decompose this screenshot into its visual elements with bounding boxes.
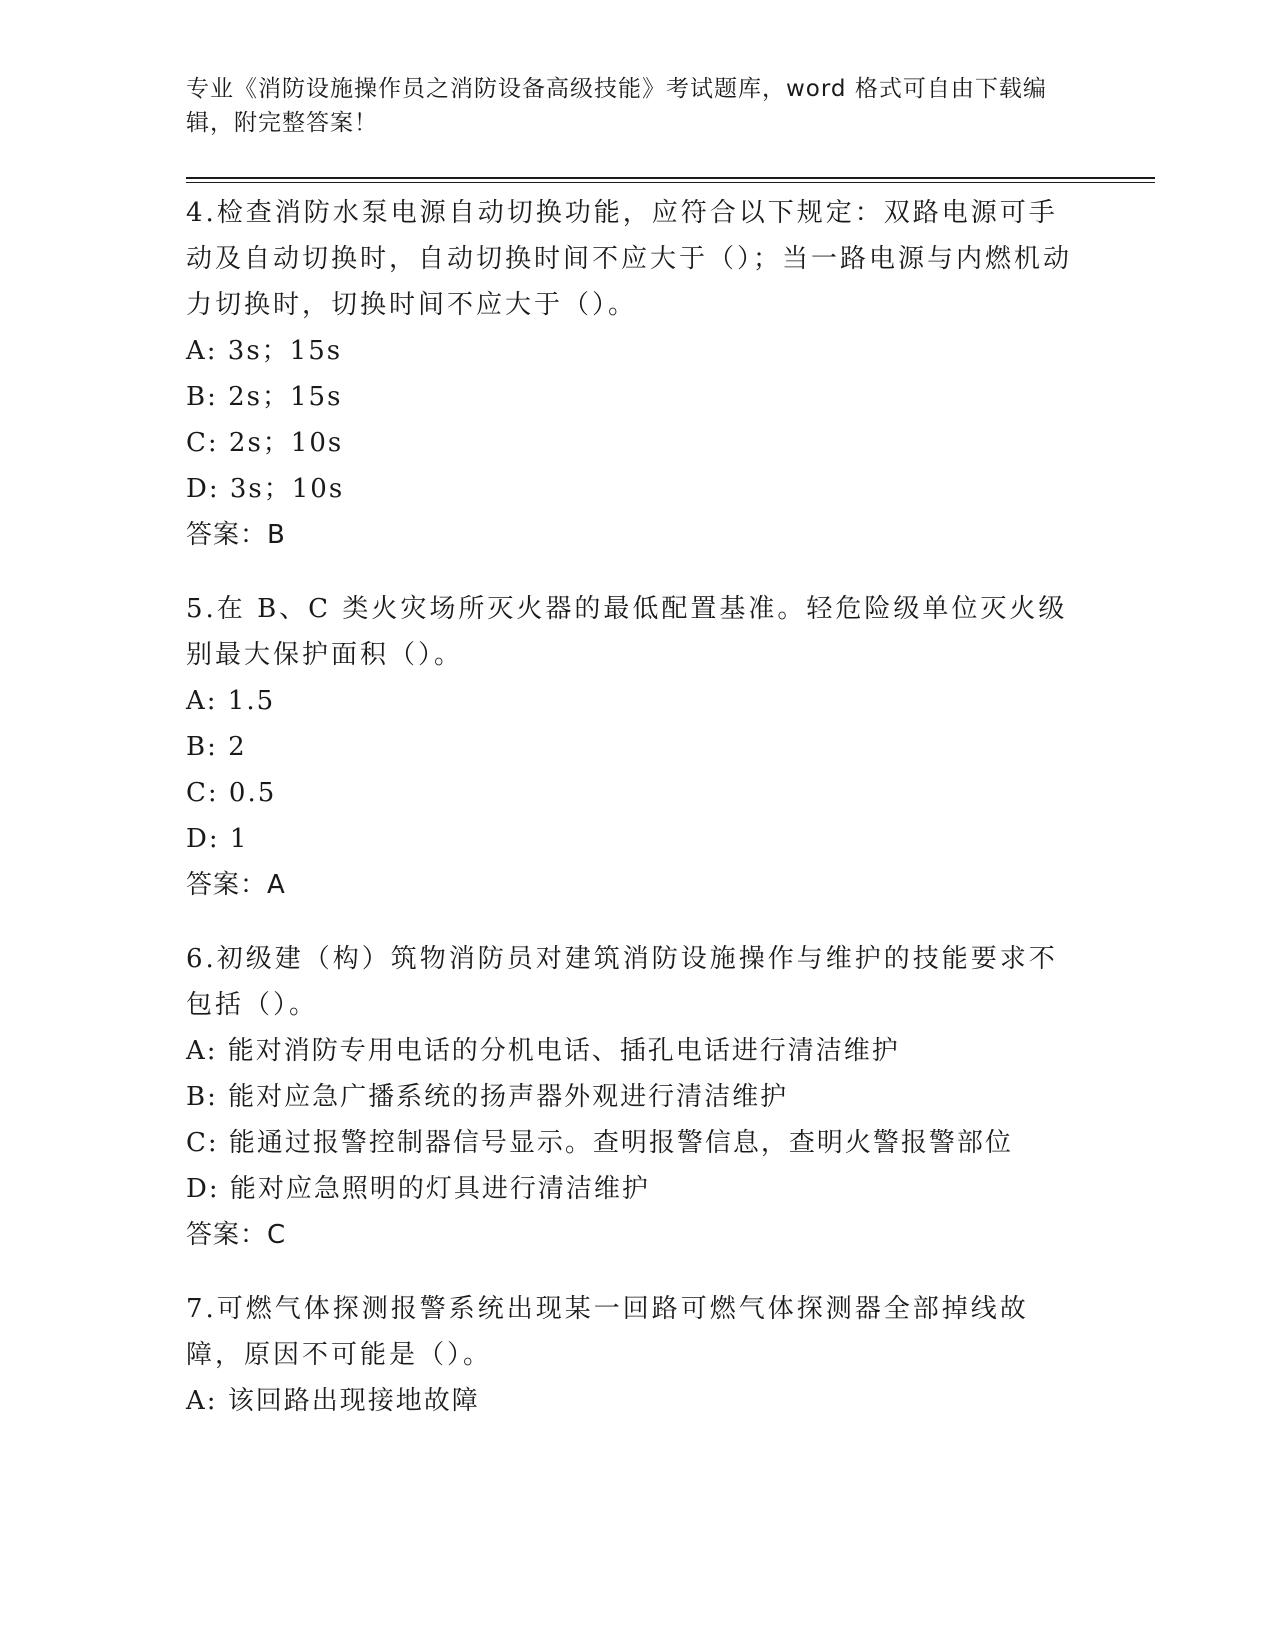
option-a: A: 能对消防专用电话的分机电话、插孔电话进行清洁维护 [186,1036,900,1066]
option-a: A: 1.5 [186,686,276,716]
option-d: D: 1 [186,824,249,854]
option-c: C: 0.5 [186,778,277,808]
option-d: D: 3s；10s [186,474,345,504]
option-a: A: 3s；15s [186,336,343,366]
answer-line: 答案：A [186,870,286,900]
question-list [186,190,1086,1452]
question-6 [186,936,1086,1258]
option-d: D: 能对应急照明的灯具进行清洁维护 [186,1174,650,1204]
question-text: 6.初级建（构）筑物消防员对建筑消防设施操作与维护的技能要求不包括（）。 [186,944,1058,1020]
question-5 [186,586,1086,908]
question-text: 7.可燃气体探测报警系统出现某一回路可燃气体探测器全部掉线故障，原因不可能是（）。 [186,1294,1029,1370]
question-text: 5.在 B、C 类火灾场所灭火器的最低配置基准。轻危险级单位灭火级别最大保护面积（）。 [186,594,1068,670]
question-text: 4.检查消防水泵电源自动切换功能，应符合以下规定：双路电源可手动及自动切换时，自动切换时间不应大于（）；当一路电源与内燃机动力切换时，切换时间不应大于（）。 [186,198,1073,320]
option-c: C: 能通过报警控制器信号显示。查明报警信息，查明火警报警部位 [186,1128,1013,1158]
answer-line: 答案：B [186,520,286,550]
option-c: C: 2s；10s [186,428,344,458]
option-a: A: 该回路出现接地故障 [186,1386,480,1416]
answer-line: 答案：C [186,1220,287,1250]
question-7 [186,1286,1086,1424]
question-4 [186,190,1086,558]
option-b: B: 2s；15s [186,382,343,412]
document-intro: 专业《消防设施操作员之消防设备高级技能》考试题库，word 格式可自由下载编辑，附完整答案！ [186,76,1047,136]
header-divider-thin [186,182,1155,183]
option-b: B: 能对应急广播系统的扬声器外观进行清洁维护 [186,1082,789,1112]
header-divider-thick [186,177,1155,179]
option-b: B: 2 [186,732,247,762]
